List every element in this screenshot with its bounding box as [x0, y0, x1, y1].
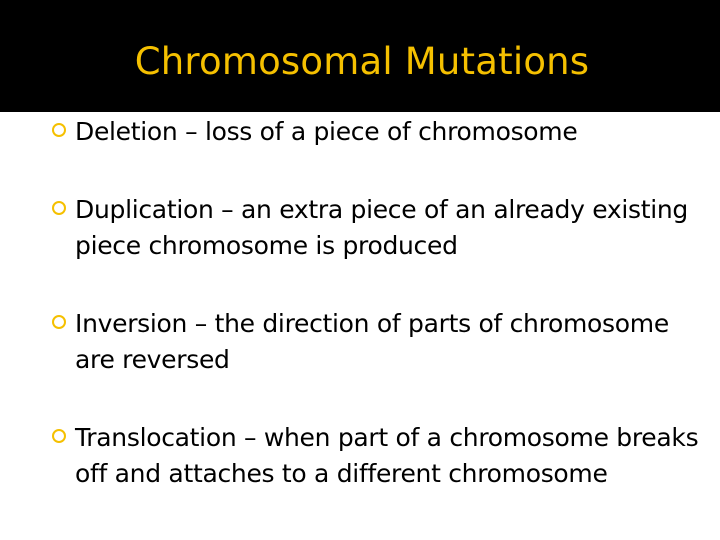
bullet-item-translocation — [52, 420, 712, 492]
slide-title: Chromosomal Mutations — [134, 40, 590, 83]
title-bar — [0, 0, 720, 112]
bullet-text: Translocation – when part of a chromosome breaks off and attaches to a different chromosome — [75, 423, 699, 488]
circle-bullet-icon — [52, 201, 66, 215]
circle-bullet-icon — [52, 315, 66, 329]
bullet-list — [52, 112, 712, 492]
circle-bullet-icon — [52, 123, 66, 137]
bullet-item-duplication — [52, 192, 712, 264]
bullet-text: Inversion – the direction of parts of chromosome are reversed — [75, 309, 669, 374]
bullet-text: Deletion – loss of a piece of chromosome — [75, 117, 578, 146]
circle-bullet-icon — [52, 429, 66, 443]
bullet-text: Duplication – an extra piece of an already existing piece chromosome is produced — [75, 195, 688, 260]
bullet-item-deletion — [52, 114, 712, 150]
bullet-item-inversion — [52, 306, 712, 378]
